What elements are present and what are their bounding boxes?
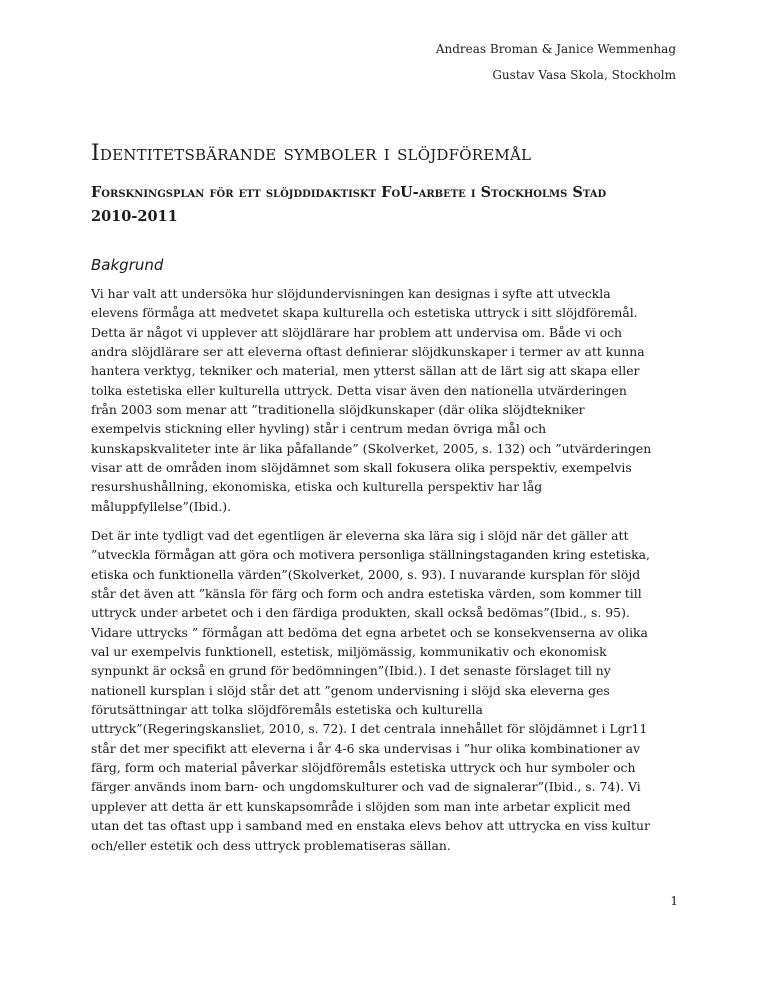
header-authors: Andreas Broman & Janice Wemmenhag (435, 42, 676, 56)
document-title: Identitetsbärande symboler i slöjdföremål (91, 141, 532, 166)
paragraph-line: hantera verktyg, tekniker och material, men ytterst sällan att de lärt sig att skapa eller (91, 363, 640, 379)
paragraph-line: etiska och funktionella värden”(Skolverket, 2000, s. 93). I nuvarande kursplan för slöjd (91, 566, 641, 582)
paragraph-line: exempelvis stickning eller hyvling) står i centrum medan övriga mål och (91, 421, 547, 437)
paragraph-line: uttryck”(Regeringskansliet, 2010, s. 72). I det centrala innehållet för slöjdämnet i Lgr11 (91, 721, 648, 737)
paragraph-line: resurshushållning, ekonomiska, etiska och kulturella perspektiv har låg (91, 479, 543, 495)
paragraph-line: står det mer specifikt att eleverna i år 4-6 ska undervisas i ”hur olika kombinationer av (91, 740, 641, 756)
page-number: 1 (670, 894, 678, 908)
paragraph-line: uttryck under arbetet och i den färdiga produkten, skall också bedömas”(Ibid., s. 95). (91, 605, 630, 621)
paragraph-line: Vidare uttrycks ” förmågan att bedöma det egna arbetet och se konsekvenserna av olika (91, 624, 648, 640)
header-school: Gustav Vasa Skola, Stockholm (492, 68, 676, 82)
paragraph-line: från 2003 som menar att ”traditionella slöjdkunskaper (där olika slöjdtekniker (91, 402, 585, 418)
paragraph-line: färg, form och material påverkar slöjdföremåls estetiska uttryck och hur symboler och (91, 760, 636, 776)
paragraph-line: förutsättningar att tolka slöjdföremåls estetiska och kulturella (91, 702, 483, 718)
paragraph-line: synpunkt är också en grund för bedömningen”(Ibid.). I det senaste förslaget till ny (91, 663, 611, 679)
paragraph-line: upplever att detta är ett kunskapsområde i slöjden som man inte arbetar explicit med (91, 798, 631, 814)
paragraph-2 (91, 526, 681, 855)
paragraph-line: utan det tas oftast upp i samband med en enstaka elevs behov att uttrycka en viss kultur (91, 818, 650, 834)
subtitle-line-2: 2010-2011 (91, 208, 178, 225)
section-heading: Bakgrund (91, 256, 164, 274)
paragraph-1 (91, 284, 681, 516)
paragraph-line: Vi har valt att undersöka hur slöjdundervisningen kan designas i syfte att utveckla (91, 286, 611, 301)
paragraph-line: och/eller estetik och dess uttryck problematiseras sällan. (91, 837, 451, 853)
paragraph-line: visar att de områden inom slöjdämnet som skall fokusera olika perspektiv, exempelvis (91, 460, 632, 476)
paragraph-line: Det är inte tydligt vad det egentligen är eleverna ska lära sig i slöjd när det gäller att (91, 528, 629, 543)
paragraph-line: nationell kursplan i slöjd står det att ”genom undervisning i slöjd ska eleverna ges (91, 682, 610, 698)
paragraph-line: tolka estetiska eller kulturella uttryck. Detta visar även den nationella utvärderingen (91, 382, 627, 398)
paragraph-line: elevens förmåga att medvetet skapa kulturella och estetiska uttryck i sitt slöjdföremål. (91, 305, 638, 321)
paragraph-line: val ur exempelvis funktionell, estetisk, miljömässig, kommunikativ och ekonomisk (91, 644, 607, 660)
paragraph-line: kunskapskvaliteter inte är lika påfallande” (Skolverket, 2005, s. 132) och ”utvärderingen (91, 440, 652, 456)
paragraph-line: andra slöjdlärare ser att eleverna oftast definierar slöjdkunskaper i termer av att kunna (91, 344, 645, 360)
document-subtitle (91, 181, 691, 229)
paragraph-line: måluppfyllelse”(Ibid.). (91, 498, 232, 514)
paragraph-line: Detta är något vi upplever att slöjdlärare har problem att undervisa om. Både vi och (91, 324, 623, 340)
paragraph-line: ”utveckla förmågan att göra och motivera personliga ställningstaganden kring estetiska, (91, 547, 650, 563)
paragraph-line: står det även att ”känsla för färg och form och andra estetiska värden, som kommer till (91, 586, 642, 602)
subtitle-line-1: Forskningsplan för ett slöjddidaktiskt FoU-arbete i Stockholms Stad (91, 184, 607, 201)
paragraph-line: färger används inom barn- och ungdomskulturer och vad de signalerar”(Ibid., s. 74). Vi (91, 779, 641, 795)
